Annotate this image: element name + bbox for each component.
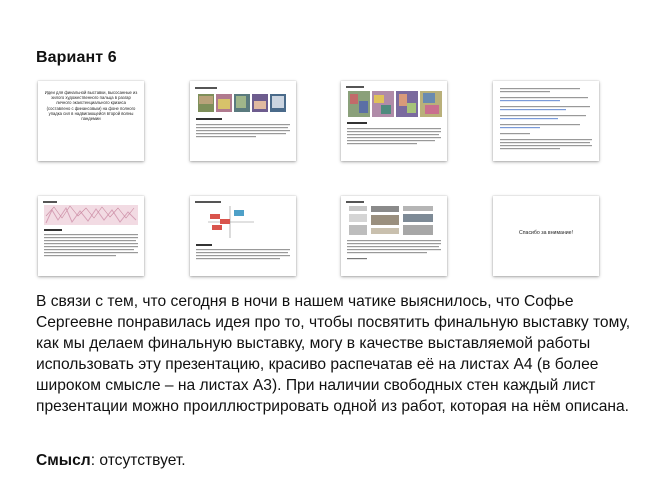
slide-thumbnail-4[interactable] (493, 81, 599, 161)
slide-thumbnail-7[interactable] (341, 196, 447, 276)
meaning-line (36, 452, 186, 470)
description-paragraph: В связи с тем, что сегодня в ночи в нашем чатике выяснилось, что Софье Сергеевне понравилась идея про то, чтобы посвятить финальную выставку тому, как мы делаем финальную выставку, могу в качестве выставляемой работы использовать эту презентацию, красиво распечатав её на листах А4 (в более широком смысле – на листах А3). При наличии свободных стен каждый лист презентации можно проиллюстрировать одной из работ, которая на нём описана. (36, 293, 631, 415)
slide-thumbnail-5[interactable] (38, 196, 144, 276)
slide-thumbnail-1[interactable] (38, 81, 144, 161)
slide-1-title-text: Идеи для финальной выставки, высосанные из хилого художественного пальца в разгар личного экзистенциального кризиса (составлено с финансовым) на фоне полного упадка сил в надвигающейся второй волны пандемии (44, 90, 138, 122)
slide-thumbnail-2[interactable] (190, 81, 296, 161)
meaning-label: Смысл (36, 452, 91, 469)
slide-thumbnail-6[interactable] (190, 196, 296, 276)
slide-heading (195, 87, 217, 89)
page-title: Вариант 6 (36, 49, 117, 66)
thanks-text: Спасибо за внимание! (519, 230, 573, 236)
slide-thumbnail-3[interactable] (341, 81, 447, 161)
slide-thumbnail-8[interactable] (493, 196, 599, 276)
meaning-value: : отсутствует. (90, 452, 186, 469)
